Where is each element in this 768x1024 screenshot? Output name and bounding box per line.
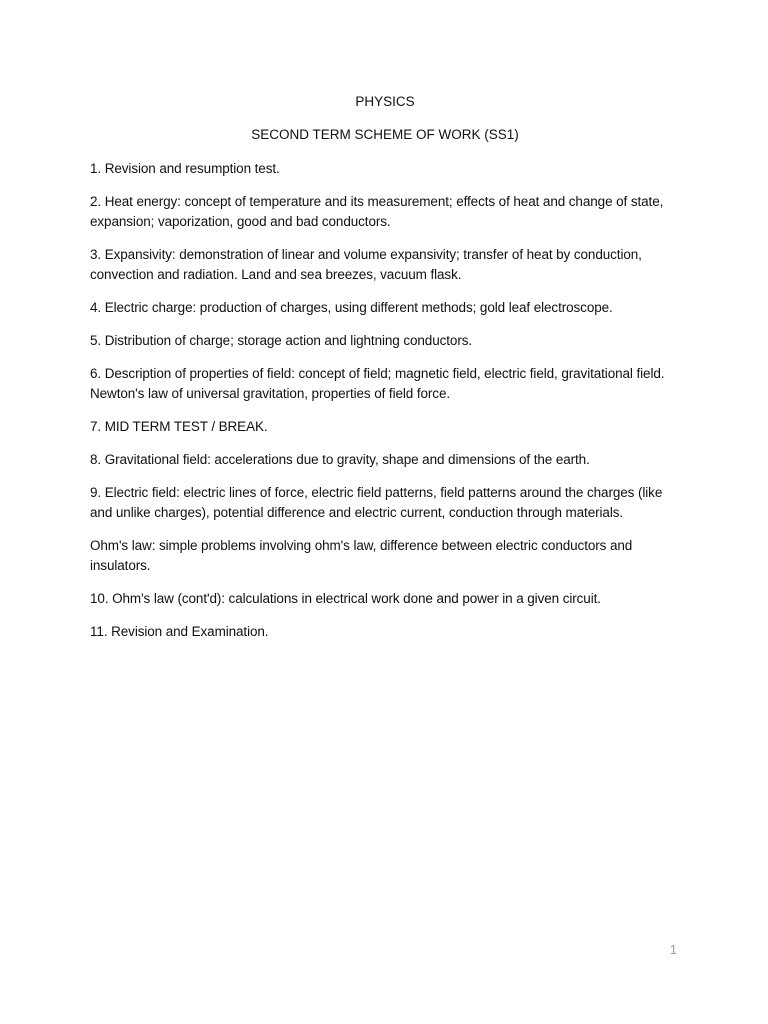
- scheme-item-5: 5. Distribution of charge; storage action and lightning conductors.: [90, 333, 473, 348]
- document-content: [90, 93, 680, 655]
- document-subtitle: SECOND TERM SCHEME OF WORK (SS1): [251, 127, 519, 142]
- document-title: PHYSICS: [355, 94, 415, 109]
- scheme-item-4: 4. Electric charge: production of charges, using different methods; gold leaf electroscope.: [90, 300, 613, 315]
- scheme-item-2: 2. Heat energy: concept of temperature and its measurement; effects of heat and change of state, expansion; vaporization, good and bad conductors.: [90, 194, 664, 229]
- scheme-item-8: 8. Gravitational field: accelerations due to gravity, shape and dimensions of the earth.: [90, 452, 590, 467]
- scheme-item-10: 10. Ohm's law (cont'd): calculations in electrical work done and power in a given circuit.: [90, 591, 601, 606]
- scheme-item-1: 1. Revision and resumption test.: [90, 161, 280, 176]
- scheme-item-6: 6. Description of properties of field: concept of field; magnetic field, electric field, gravitational field. Newton's law of universal gravitation, properties of field force.: [90, 366, 665, 401]
- scheme-item-ohms-law: Ohm's law: simple problems involving ohm's law, difference between electric conductors and insulators.: [90, 538, 633, 573]
- scheme-item-11: 11. Revision and Examination.: [90, 624, 269, 639]
- page-number: 1: [669, 942, 677, 957]
- scheme-item-9: 9. Electric field: electric lines of force, electric field patterns, field patterns around the charges (like and unlike charges), potential difference and electric current, conduction through materials.: [90, 485, 663, 520]
- scheme-item-7: 7. MID TERM TEST / BREAK.: [90, 419, 268, 434]
- scheme-item-3: 3. Expansivity: demonstration of linear and volume expansivity; transfer of heat by conduction, convection and radiation. Land and sea breezes, vacuum flask.: [90, 247, 642, 282]
